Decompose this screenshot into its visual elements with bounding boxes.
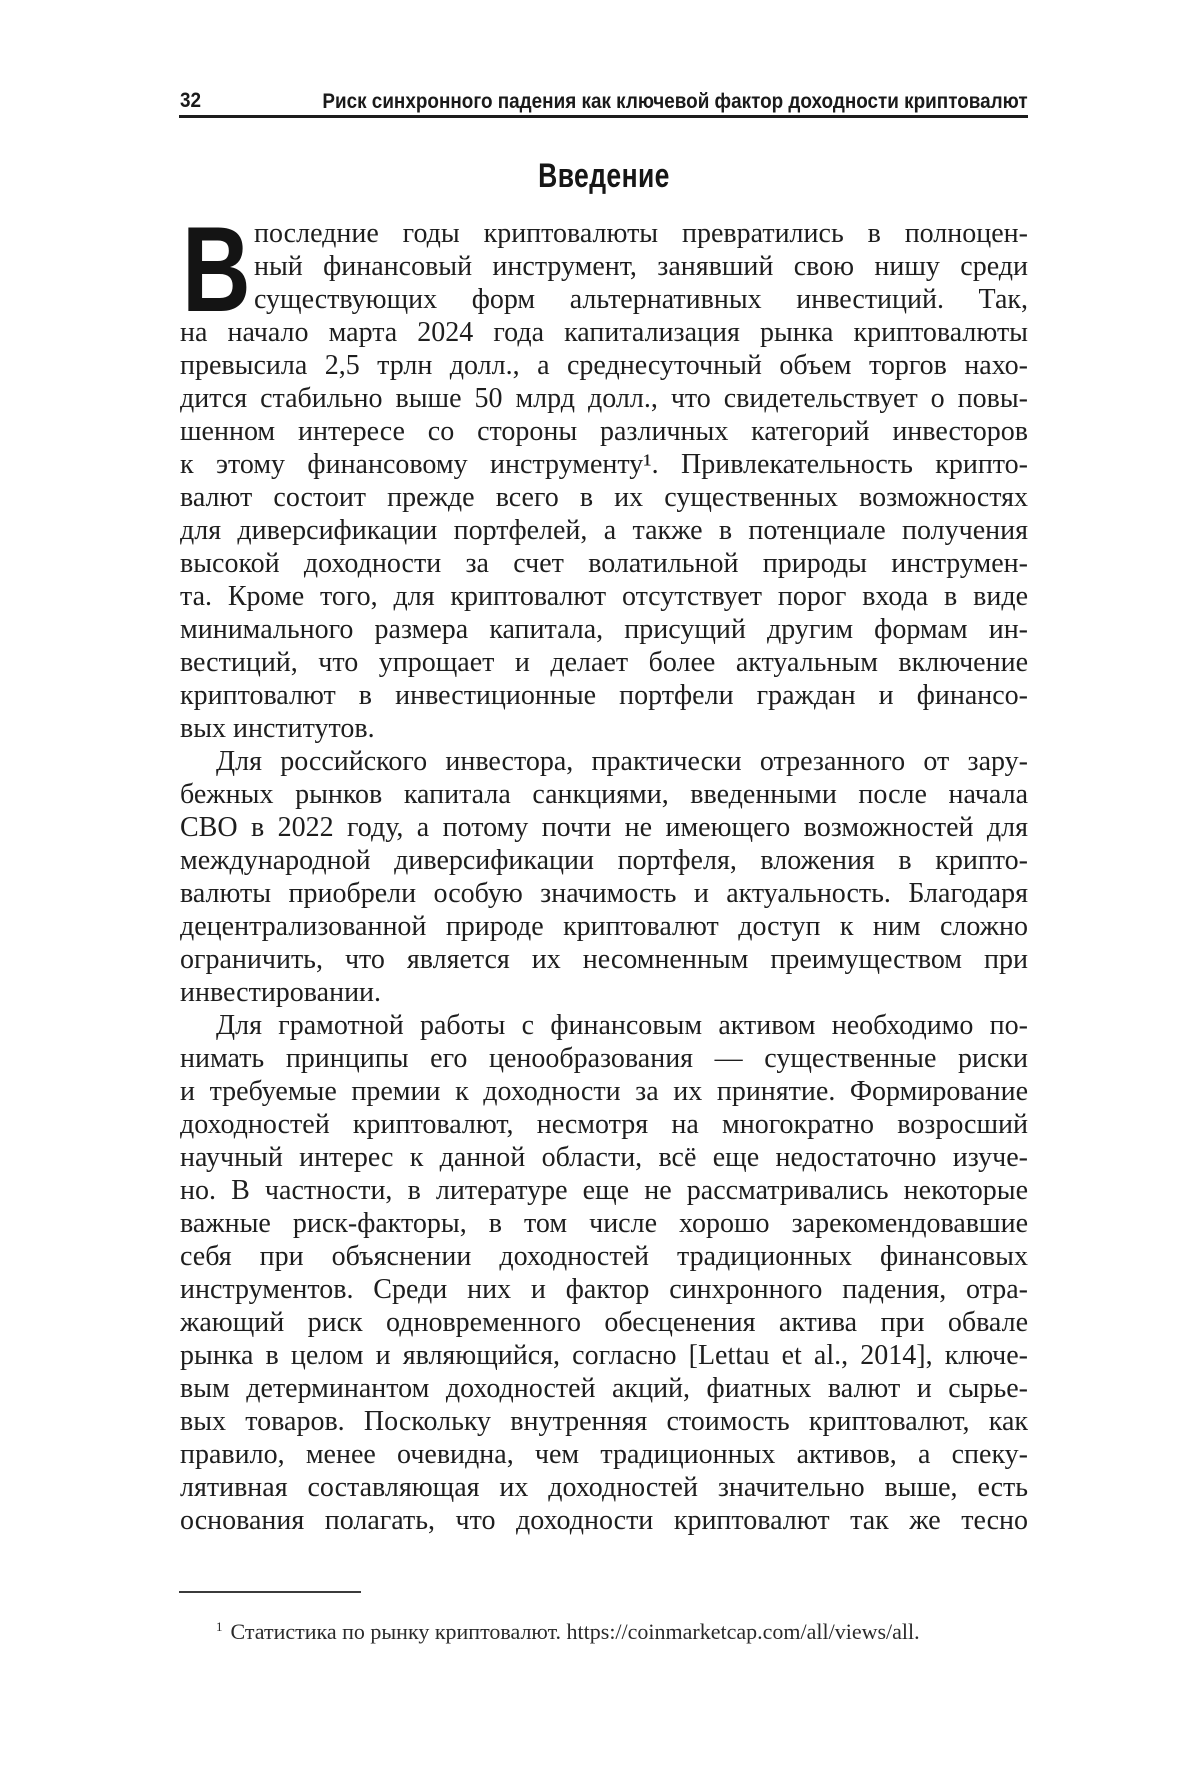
text-line: нимать принципы его ценообразования — существенные риски	[180, 1043, 1028, 1074]
text-line: та. Кроме того, для криптовалют отсутствует порог входа в виде	[180, 581, 1028, 612]
text-line: для диверсификации портфелей, а также в потенциале получения	[180, 515, 1028, 546]
text-line: Для грамотной работы с финансовым активом необходимо по-	[216, 1010, 1028, 1041]
footnote	[180, 1618, 1028, 1646]
paragraph	[180, 745, 1028, 1009]
text-line: ограничить, что является их несомненным преимуществом при	[180, 944, 1028, 975]
text-line: и требуемые премии к доходности за их принятие. Формирование	[180, 1076, 1028, 1107]
text-line: научный интерес к данной области, всё еще недостаточно изуче-	[180, 1142, 1028, 1173]
footnote-url: https://coinmarketcap.com/all/views/all.	[566, 1619, 920, 1644]
text-line: важные риск-факторы, в том числе хорошо зарекомендовавшие	[180, 1208, 1028, 1239]
text-line: вестиций, что упрощает и делает более актуальным включение	[180, 647, 1028, 678]
text-line: высокой доходности за счет волатильной природы инструмен-	[180, 548, 1028, 579]
text-line: минимального размера капитала, присущий другим формам ин-	[180, 614, 1028, 645]
footnote-marker: 1	[216, 1618, 223, 1634]
footnote-rule	[179, 1591, 361, 1593]
text-line: Для российского инвестора, практически отрезанного от зару-	[216, 746, 1028, 777]
text-line: на начало марта 2024 года капитализация рынка криптовалюты	[180, 317, 1028, 348]
text-line: последние годы криптовалюты превратились в полноцен-	[254, 218, 1028, 249]
text-line: вым детерминантом доходностей акций, фиатных валют и сырье-	[180, 1373, 1028, 1404]
footnote-text: Статистика по рынку криптовалют.	[230, 1619, 562, 1644]
text-line: вых товаров. Поскольку внутренняя стоимость криптовалют, как	[180, 1406, 1028, 1437]
text-line: инвестировании.	[180, 977, 382, 1008]
text-line: лятивная составляющая их доходностей значительно выше, есть	[180, 1472, 1028, 1503]
text-line: превысила 2,5 трлн долл., а среднесуточный объем торгов нахо-	[180, 350, 1028, 381]
text-line: шенном интересе со стороны различных категорий инвесторов	[180, 416, 1028, 447]
paragraph	[180, 201, 1028, 745]
text-line: себя при объяснении доходностей традиционных финансовых	[180, 1241, 1028, 1272]
text-line: валюты приобрели особую значимость и актуальность. Благодаря	[180, 878, 1028, 909]
drop-cap: В	[182, 201, 251, 337]
text-line: бежных рынков капитала санкциями, введенными после начала	[180, 779, 1028, 810]
text-line: основания полагать, что доходности криптовалют так же тесно	[180, 1505, 1028, 1536]
text-line: вых институтов.	[180, 713, 375, 744]
text-line: валют состоит прежде всего в их существенных возможностях	[180, 482, 1028, 513]
text-line: международной диверсификации портфеля, вложения в крипто-	[180, 845, 1028, 876]
text-line: к этому финансовому инструменту¹. Привлекательность крипто-	[180, 449, 1028, 480]
text-line: но. В частности, в литературе еще не рассматривались некоторые	[180, 1175, 1028, 1206]
page-number: 32	[180, 89, 202, 112]
section-title: Введение	[538, 157, 670, 195]
text-line: существующих форм альтернативных инвестиций. Так,	[254, 284, 1028, 315]
text-line: правило, менее очевидна, чем традиционных активов, а спеку-	[180, 1439, 1028, 1470]
running-title: Риск синхронного падения как ключевой фактор доходности криптовалют	[322, 90, 1028, 113]
text-line: криптовалют в инвестиционные портфели граждан и финансо-	[180, 680, 1028, 711]
text-line: жающий риск одновременного обесценения актива при обвале	[180, 1307, 1028, 1338]
text-line: дится стабильно выше 50 млрд долл., что свидетельствует о повы-	[180, 383, 1028, 414]
text-line: доходностей криптовалют, несмотря на многократно возросший	[180, 1109, 1028, 1140]
article-body	[180, 201, 1028, 1537]
text-line: ный финансовый инструмент, занявший свою нишу среди	[254, 251, 1028, 282]
text-line: рынка в целом и являющийся, согласно [Lettau et al., 2014], ключе-	[180, 1340, 1028, 1371]
text-line: инструментов. Среди них и фактор синхронного падения, отра-	[180, 1274, 1028, 1305]
text-line: децентрализованной природе криптовалют доступ к ним сложно	[180, 911, 1028, 942]
paragraph	[180, 1009, 1028, 1537]
header-rule	[179, 115, 1028, 118]
text-line: СВО в 2022 году, а потому почти не имеющего возможностей для	[180, 812, 1028, 843]
